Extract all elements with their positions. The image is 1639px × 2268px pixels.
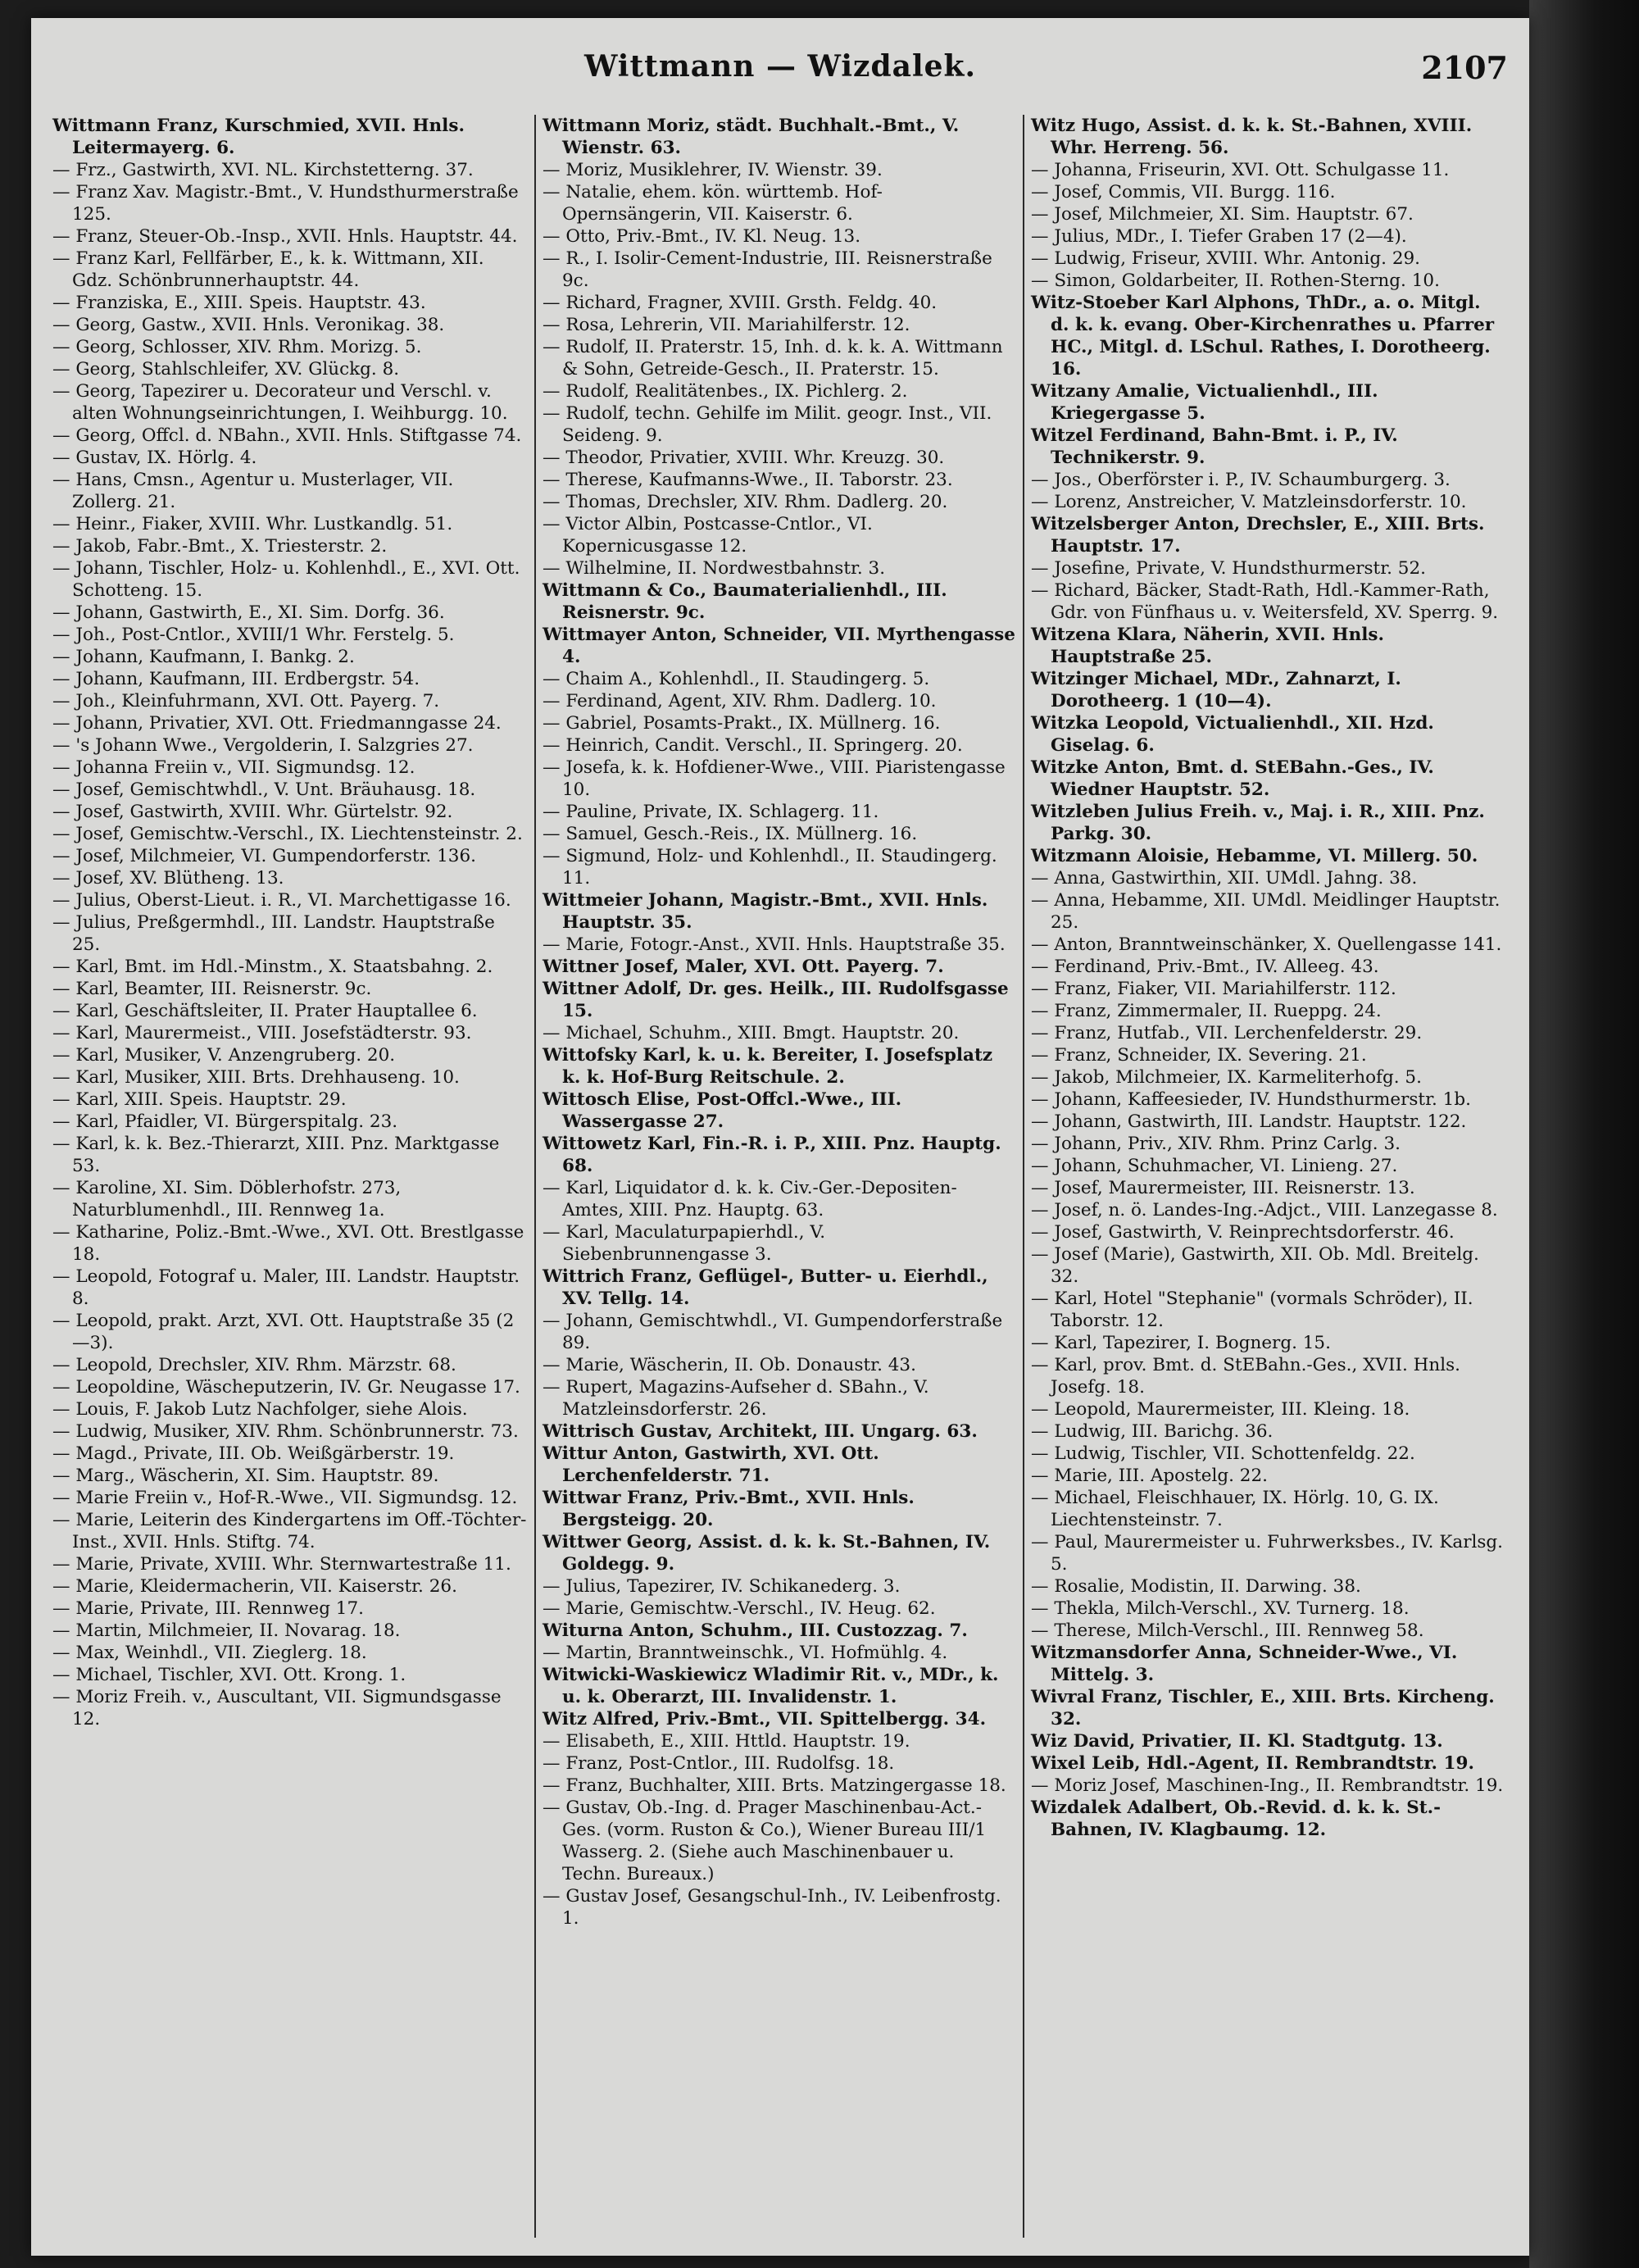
directory-entry: — Franz, Zimmermaler, II. Rueppg. 24.	[1031, 1001, 1382, 1021]
directory-entry: Witzka Leopold, Victualienhdl., XII. Hzd. Giselag. 6.	[1031, 713, 1434, 756]
directory-entry: Wixel Leib, Hdl.-Agent, II. Rembrandtstr. 19.	[1031, 1753, 1474, 1774]
directory-entry: — Julius, Oberst-Lieut. i. R., VI. Marchettigasse 16.	[52, 890, 511, 911]
directory-entry: — Marie, III. Apostelg. 22.	[1031, 1466, 1268, 1486]
directory-entry: — Heinr., Fiaker, XVIII. Whr. Lustkandlg. 51.	[52, 514, 453, 534]
directory-entry: — Lorenz, Anstreicher, V. Matzleinsdorferstr. 10.	[1031, 492, 1467, 512]
directory-entry: — Julius, Tapezirer, IV. Schikanederg. 3.	[543, 1576, 901, 1597]
directory-entry: — Franz Xav. Magistr.-Bmt., V. Hundsthurmerstraße 125.	[52, 182, 519, 225]
directory-entry: Wittowetz Karl, Fin.-R. i. P., XIII. Pnz. Hauptg. 68.	[543, 1134, 1001, 1176]
directory-entry: — Karl, Liquidator d. k. k. Civ.-Ger.-Depositen-Amtes, XIII. Pnz. Hauptg. 63.	[543, 1178, 957, 1220]
directory-entry: — Josefine, Private, V. Hundsthurmerstr. 52.	[1031, 558, 1426, 579]
directory-entry: — Johann, Tischler, Holz- u. Kohlenhdl., E., XVI. Ott. Schotteng. 15.	[52, 558, 520, 601]
directory-entry: Wittrisch Gustav, Architekt, III. Ungarg. 63.	[543, 1421, 978, 1442]
directory-entry: Wittur Anton, Gastwirth, XVI. Ott. Lerchenfelderstr. 71.	[543, 1443, 879, 1486]
directory-entry: — Martin, Milchmeier, II. Novarag. 18.	[52, 1620, 401, 1641]
directory-entry: Witz Alfred, Priv.-Bmt., VII. Spittelbergg. 34.	[543, 1709, 987, 1729]
directory-entry: Witz-Stoeber Karl Alphons, ThDr., a. o. Mitgl. d. k. k. evang. Ober-Kirchenrathes u. Pfarrer HC., Mitgl. d. LSchul. Rathes, I. Dorotheerg. 16.	[1031, 293, 1495, 380]
directory-entry: Wittwar Franz, Priv.-Bmt., XVII. Hnls. Bergsteigg. 20.	[543, 1488, 915, 1530]
page-edge	[1529, 0, 1639, 2268]
directory-entry: — Josef, Gemischtw.-Verschl., IX. Liechtensteinstr. 2.	[52, 824, 523, 844]
directory-entry: — Gustav, IX. Hörlg. 4.	[52, 448, 257, 468]
directory-entry: — Martin, Branntweinschk., VI. Hofmühlg. 4.	[543, 1643, 948, 1663]
directory-entry: — Karl, Bmt. im Hdl.-Minstm., X. Staatsbahng. 2.	[52, 957, 493, 977]
directory-entry: Wittmann Franz, Kurschmied, XVII. Hnls. Leitermayerg. 6.	[52, 116, 465, 158]
directory-entry: — Marie, Private, III. Rennweg 17.	[52, 1598, 364, 1619]
directory-entry: — Johann, Priv., XIV. Rhm. Prinz Carlg. 3.	[1031, 1134, 1401, 1154]
directory-entry: Wizdalek Adalbert, Ob.-Revid. d. k. k. St.-Bahnen, IV. Klagbaumg. 12.	[1031, 1798, 1442, 1840]
directory-entry: — Anna, Hebamme, XII. UMdl. Meidlinger Hauptstr. 25.	[1031, 890, 1501, 933]
directory-entry: Wittofsky Karl, k. u. k. Bereiter, I. Josefsplatz k. k. Hof-Burg Reitschule. 2.	[543, 1045, 993, 1088]
directory-entry: — Johann, Kaufmann, I. Bankg. 2.	[52, 647, 355, 667]
directory-entry: Witzmansdorfer Anna, Schneider-Wwe., VI. Mittelg. 3.	[1031, 1643, 1458, 1685]
directory-entry: — Moriz, Musiklehrer, IV. Wienstr. 39.	[543, 160, 883, 180]
directory-entry: — Michael, Fleischhauer, IX. Hörlg. 10, G. IX. Liechtensteinstr. 7.	[1031, 1488, 1439, 1530]
directory-entry: — Jos., Oberförster i. P., IV. Schaumburgerg. 3.	[1031, 470, 1451, 490]
directory-entry: — Karl, Geschäftsleiter, II. Prater Hauptallee 6.	[52, 1001, 478, 1021]
directory-entry: — Georg, Offcl. d. NBahn., XVII. Hnls. Stiftgasse 74.	[52, 425, 522, 446]
directory-entry: — Joh., Kleinfuhrmann, XVI. Ott. Payerg. 7.	[52, 691, 440, 711]
directory-entry: — Johann, Kaufmann, III. Erdbergstr. 54.	[52, 669, 420, 689]
directory-entry: — Heinrich, Candit. Verschl., II. Springerg. 20.	[543, 735, 963, 756]
directory-entry: Witzelsberger Anton, Drechsler, E., XIII. Brts. Hauptstr. 17.	[1031, 514, 1485, 557]
directory-entry: — Katharine, Poliz.-Bmt.-Wwe., XVI. Ott. Brestlgasse 18.	[52, 1222, 524, 1265]
directory-entry: Witzel Ferdinand, Bahn-Bmt. i. P., IV. Technikerstr. 9.	[1031, 425, 1398, 468]
directory-entry: — Josef, Maurermeister, III. Reisnerstr. 13.	[1031, 1178, 1415, 1198]
directory-entry: — Victor Albin, Postcasse-Cntlor., VI. Kopernicusgasse 12.	[543, 514, 873, 557]
directory-entry: Wittner Adolf, Dr. ges. Heilk., III. Rudolfsgasse 15.	[543, 979, 1009, 1021]
directory-entry: — Karl, XIII. Speis. Hauptstr. 29.	[52, 1089, 347, 1110]
directory-entry: Wittner Josef, Maler, XVI. Ott. Payerg. 7.	[543, 957, 944, 977]
column-right	[1023, 115, 1511, 2238]
directory-entry: — Johann, Gastwirth, III. Landstr. Hauptstr. 122.	[1031, 1111, 1467, 1132]
directory-entry: — Marie, Kleidermacherin, VII. Kaiserstr. 26.	[52, 1576, 457, 1597]
directory-entry: — Louis, F. Jakob Lutz Nachfolger, siehe Alois.	[52, 1399, 468, 1420]
directory-entry: — Max, Weinhdl., VII. Zieglerg. 18.	[52, 1643, 367, 1663]
directory-entry: — Leopold, prakt. Arzt, XVI. Ott. Hauptstraße 35 (2—3).	[52, 1311, 515, 1353]
directory-entry: — Otto, Priv.-Bmt., IV. Kl. Neug. 13.	[543, 226, 861, 247]
directory-entry: — Michael, Schuhm., XIII. Bmgt. Hauptstr. 20.	[543, 1023, 960, 1043]
directory-entry: — Anna, Gastwirthin, XII. UMdl. Jahng. 38.	[1031, 868, 1418, 889]
directory-entry: — Sigmund, Holz- und Kohlenhdl., II. Staudingerg. 11.	[543, 846, 997, 889]
directory-entry: — Karl, Beamter, III. Reisnerstr. 9c.	[52, 979, 372, 999]
directory-entry: — Leopold, Maurermeister, III. Kleing. 18.	[1031, 1399, 1410, 1420]
directory-entry: — Leopoldine, Wäscheputzerin, IV. Gr. Neugasse 17.	[52, 1377, 520, 1398]
directory-entry: — Franz Karl, Fellfärber, E., k. k. Wittmann, XII. Gdz. Schönbrunnerhauptstr. 44.	[52, 248, 484, 291]
column-middle	[534, 115, 1023, 2238]
directory-entry: Wittmann Moriz, städt. Buchhalt.-Bmt., V. Wienstr. 63.	[543, 116, 960, 158]
directory-entry: — Josef, n. ö. Landes-Ing.-Adjct., VIII. Lanzegasse 8.	[1031, 1200, 1498, 1220]
directory-entry: — Ludwig, Musiker, XIV. Rhm. Schönbrunnerstr. 73.	[52, 1421, 519, 1442]
directory-entry: — Josef, Gastwirth, V. Reinprechtsdorferstr. 46.	[1031, 1222, 1455, 1243]
directory-entry: — Theodor, Privatier, XVIII. Whr. Kreuzg. 30.	[543, 448, 945, 468]
directory-entry: — Michael, Tischler, XVI. Ott. Krong. 1.	[52, 1665, 406, 1685]
directory-entry: — Josef (Marie), Gastwirth, XII. Ob. Mdl. Breitelg. 32.	[1031, 1244, 1479, 1287]
page-number: 2107	[1421, 49, 1508, 86]
directory-entry: Witwicki-Waskiewicz Wladimir Rit. v., MDr., k. u. k. Oberarzt, III. Invalidenstr. 1.	[543, 1665, 999, 1707]
directory-entry: Wittmayer Anton, Schneider, VII. Myrthengasse 4.	[543, 625, 1015, 667]
directory-entry: — Jakob, Milchmeier, IX. Karmeliterhofg. 5.	[1031, 1067, 1422, 1088]
directory-entry: — Rudolf, II. Praterstr. 15, Inh. d. k. k. A. Wittmann & Sohn, Getreide-Gesch., II. Praterstr. 15.	[543, 337, 1003, 380]
directory-entry: — Josef, Gastwirth, XVIII. Whr. Gürtelstr. 92.	[52, 802, 453, 822]
directory-entry: — Karl, Musiker, V. Anzengruberg. 20.	[52, 1045, 396, 1066]
directory-entry: Wittrich Franz, Geflügel-, Butter- u. Eierhdl., XV. Tellg. 14.	[543, 1266, 988, 1309]
directory-entry: — Richard, Fragner, XVIII. Grsth. Feldg. 40.	[543, 293, 938, 313]
directory-entry: — Thomas, Drechsler, XIV. Rhm. Dadlerg. 20.	[543, 492, 948, 512]
directory-entry: — Therese, Kaufmanns-Wwe., II. Taborstr. 23.	[543, 470, 953, 490]
directory-entry: — Leopold, Fotograf u. Maler, III. Landstr. Hauptstr. 8.	[52, 1266, 520, 1309]
directory-entry: — Karl, Maculaturpapierhdl., V. Siebenbrunnengasse 3.	[543, 1222, 826, 1265]
directory-entry: Witzinger Michael, MDr., Zahnarzt, I. Dorotheerg. 1 (10—4).	[1031, 669, 1401, 711]
running-head: Wittmann — Wizdalek.	[583, 49, 977, 84]
directory-entry: Witzleben Julius Freih. v., Maj. i. R., XIII. Pnz. Parkg. 30.	[1031, 802, 1485, 844]
directory-entry: — Georg, Gastw., XVII. Hnls. Veronikag. 38.	[52, 315, 445, 335]
directory-entry: — Johanna Freiin v., VII. Sigmundsg. 12.	[52, 757, 415, 778]
entry-columns	[46, 115, 1513, 2238]
directory-entry: — Josef, Milchmeier, XI. Sim. Hauptstr. 67.	[1031, 204, 1414, 225]
directory-entry: — Rupert, Magazins-Aufseher d. SBahn., V. Matzleinsdorferstr. 26.	[543, 1377, 929, 1420]
directory-entry: Witzke Anton, Bmt. d. StEBahn.-Ges., IV. Wiedner Hauptstr. 52.	[1031, 757, 1434, 800]
directory-entry: — Johann, Privatier, XVI. Ott. Friedmanngasse 24.	[52, 713, 502, 734]
directory-entry: — Johann, Gemischtwhdl., VI. Gumpendorferstraße 89.	[543, 1311, 1003, 1353]
directory-entry: — Johann, Schuhmacher, VI. Linieng. 27.	[1031, 1156, 1398, 1176]
directory-entry: — Johann, Kaffeesieder, IV. Hundsthurmerstr. 1b.	[1031, 1089, 1471, 1110]
directory-entry: — Gustav Josef, Gesangschul-Inh., IV. Leibenfrostg. 1.	[543, 1886, 1001, 1929]
directory-entry: — Rosalie, Modistin, II. Darwing. 38.	[1031, 1576, 1361, 1597]
directory-entry: Wittwer Georg, Assist. d. k. k. St.-Bahnen, IV. Goldegg. 9.	[543, 1532, 991, 1575]
directory-entry: — Natalie, ehem. kön. württemb. Hof-Opernsängerin, VII. Kaiserstr. 6.	[543, 182, 883, 225]
directory-entry: — Karl, Tapezirer, I. Bognerg. 15.	[1031, 1333, 1331, 1353]
directory-entry: — Franz, Steuer-Ob.-Insp., XVII. Hnls. Hauptstr. 44.	[52, 226, 518, 247]
directory-entry: — Marie, Gemischtw.-Verschl., IV. Heug. 62.	[543, 1598, 936, 1619]
directory-entry: — Magd., Private, III. Ob. Weißgärberstr. 19.	[52, 1443, 455, 1464]
directory-entry: — Anton, Branntweinschänker, X. Quellengasse 141.	[1031, 934, 1502, 955]
directory-entry: — Hans, Cmsn., Agentur u. Musterlager, VII. Zollerg. 21.	[52, 470, 454, 512]
directory-entry: — Rudolf, techn. Gehilfe im Milit. geogr. Inst., VII. Seideng. 9.	[543, 403, 992, 446]
directory-entry: Wittosch Elise, Post-Offcl.-Wwe., III. Wassergasse 27.	[543, 1089, 902, 1132]
directory-entry: — Richard, Bäcker, Stadt-Rath, Hdl.-Kammer-Rath, Gdr. von Fünfhaus u. v. Weitersfeld, XV. Sperrg. 9.	[1031, 580, 1499, 623]
directory-entry: — Marg., Wäscherin, XI. Sim. Hauptstr. 89.	[52, 1466, 439, 1486]
directory-entry: — Elisabeth, E., XIII. Httld. Hauptstr. 19.	[543, 1731, 910, 1752]
directory-entry: — Josef, Gemischtwhdl., V. Unt. Bräuhausg. 18.	[52, 779, 476, 800]
column-left	[46, 115, 534, 2238]
directory-entry: — Marie, Private, XVIII. Whr. Sternwartestraße 11.	[52, 1554, 511, 1575]
directory-entry: — Johann, Gastwirth, E., XI. Sim. Dorfg. 36.	[52, 602, 445, 623]
directory-entry: Witzany Amalie, Victualienhdl., III. Kriegergasse 5.	[1031, 381, 1378, 424]
directory-entry: — Georg, Stahlschleifer, XV. Glückg. 8.	[52, 359, 400, 380]
directory-entry: — Gustav, Ob.-Ing. d. Prager Maschinenbau-Act.-Ges. (vorm. Ruston & Co.), Wiener Bureau III/1 Wasserg. 2. (Siehe auch Maschinenbauer u. Techn. Bureaux.)	[543, 1798, 987, 1884]
directory-entry: — Marie Freiin v., Hof-R.-Wwe., VII. Sigmundsg. 12.	[52, 1488, 518, 1508]
directory-entry: — Rosa, Lehrerin, VII. Mariahilferstr. 12.	[543, 315, 910, 335]
directory-entry: — Jakob, Fabr.-Bmt., X. Triesterstr. 2.	[52, 536, 388, 557]
directory-entry: — Johanna, Friseurin, XVI. Ott. Schulgasse 11.	[1031, 160, 1450, 180]
directory-entry: — Karl, k. k. Bez.-Thierarzt, XIII. Pnz. Marktgasse 53.	[52, 1134, 500, 1176]
directory-entry: — Leopold, Drechsler, XIV. Rhm. Märzstr. 68.	[52, 1355, 456, 1375]
directory-entry: — Chaim A., Kohlenhdl., II. Staudingerg. 5.	[543, 669, 930, 689]
directory-entry: — Franz, Fiaker, VII. Mariahilferstr. 112.	[1031, 979, 1396, 999]
directory-entry: — Franz, Post-Cntlor., III. Rudolfsg. 18.	[543, 1753, 895, 1774]
directory-entry: — Franz, Hutfab., VII. Lerchenfelderstr. 29.	[1031, 1023, 1423, 1043]
directory-entry: Wivral Franz, Tischler, E., XIII. Brts. Kircheng. 32.	[1031, 1687, 1495, 1729]
directory-entry: — R., I. Isolir-Cement-Industrie, III. Reisnerstraße 9c.	[543, 248, 992, 291]
directory-entry: — Karl, prov. Bmt. d. StEBahn.-Ges., XVII. Hnls. Josefg. 18.	[1031, 1355, 1460, 1398]
directory-entry: — Karl, Musiker, XIII. Brts. Drehhauseng. 10.	[52, 1067, 460, 1088]
directory-entry: — Pauline, Private, IX. Schlagerg. 11.	[543, 802, 879, 822]
directory-entry: Wittmeier Johann, Magistr.-Bmt., XVII. Hnls. Hauptstr. 35.	[543, 890, 988, 933]
directory-entry: — Ferdinand, Agent, XIV. Rhm. Dadlerg. 10.	[543, 691, 937, 711]
directory-entry: — Josef, Commis, VII. Burgg. 116.	[1031, 182, 1336, 202]
directory-entry: — Joh., Post-Cntlor., XVIII/1 Whr. Ferstelg. 5.	[52, 625, 455, 645]
directory-entry: — Karoline, XI. Sim. Döblerhofstr. 273, Naturblumenhdl., III. Rennweg 1a.	[52, 1178, 402, 1220]
directory-entry: Wittmann & Co., Baumaterialienhdl., III. Reisnerstr. 9c.	[543, 580, 947, 623]
directory-page	[31, 18, 1529, 2256]
directory-entry: — Franz, Buchhalter, XIII. Brts. Matzingergasse 18.	[543, 1775, 1006, 1796]
directory-entry: — Frz., Gastwirth, XVI. NL. Kirchstetterng. 37.	[52, 160, 474, 180]
directory-entry: — Julius, MDr., I. Tiefer Graben 17 (2—4).	[1031, 226, 1407, 247]
directory-entry: — Therese, Milch-Verschl., III. Rennweg 58.	[1031, 1620, 1424, 1641]
directory-entry: — Marie, Wäscherin, II. Ob. Donaustr. 43.	[543, 1355, 916, 1375]
directory-entry: — Gabriel, Posamts-Prakt., IX. Müllnerg. 16.	[543, 713, 941, 734]
directory-entry: — Rudolf, Realitätenbes., IX. Pichlerg. 2.	[543, 381, 908, 402]
directory-entry: — Simon, Goldarbeiter, II. Rothen-Sterng. 10.	[1031, 270, 1440, 291]
directory-entry: — Josefa, k. k. Hofdiener-Wwe., VIII. Piaristengasse 10.	[543, 757, 1006, 800]
directory-entry: — Paul, Maurermeister u. Fuhrwerksbes., IV. Karlsg. 5.	[1031, 1532, 1503, 1575]
directory-entry: — Ferdinand, Priv.-Bmt., IV. Alleeg. 43.	[1031, 957, 1379, 977]
directory-entry: — Karl, Pfaidler, VI. Bürgerspitalg. 23.	[52, 1111, 398, 1132]
directory-entry: — Ludwig, III. Barichg. 36.	[1031, 1421, 1274, 1442]
directory-entry: — Samuel, Gesch.-Reis., IX. Müllnerg. 16.	[543, 824, 918, 844]
page-header	[48, 34, 1513, 98]
directory-entry: — Georg, Tapezirer u. Decorateur und Verschl. v. alten Wohnungseinrichtungen, I. Weihburgg. 10.	[52, 381, 508, 424]
directory-entry: Wiz David, Privatier, II. Kl. Stadtgutg. 13.	[1031, 1731, 1443, 1752]
directory-entry: — 's Johann Wwe., Vergolderin, I. Salzgries 27.	[52, 735, 474, 756]
directory-entry: — Ludwig, Tischler, VII. Schottenfeldg. 22.	[1031, 1443, 1415, 1464]
directory-entry: — Karl, Maurermeist., VIII. Josefstädterstr. 93.	[52, 1023, 472, 1043]
directory-entry: Witzmann Aloisie, Hebamme, VI. Millerg. 50.	[1031, 846, 1478, 866]
directory-entry: — Julius, Preßgermhdl., III. Landstr. Hauptstraße 25.	[52, 912, 495, 955]
directory-entry: — Josef, XV. Blütheng. 13.	[52, 868, 284, 889]
directory-entry: Witurna Anton, Schuhm., III. Custozzag. 7.	[543, 1620, 968, 1641]
directory-entry: — Marie, Fotogr.-Anst., XVII. Hnls. Hauptstraße 35.	[543, 934, 1006, 955]
directory-entry: — Marie, Leiterin des Kindergartens im Off.-Töchter-Inst., XVII. Hnls. Stiftg. 74.	[52, 1510, 527, 1552]
directory-entry: — Georg, Schlosser, XIV. Rhm. Morizg. 5.	[52, 337, 422, 357]
directory-entry: — Moriz Freih. v., Auscultant, VII. Sigmundsgasse 12.	[52, 1687, 502, 1729]
directory-entry: — Wilhelmine, II. Nordwestbahnstr. 3.	[543, 558, 886, 579]
directory-entry: — Karl, Hotel "Stephanie" (vormals Schröder), II. Taborstr. 12.	[1031, 1289, 1473, 1331]
directory-entry: Witzena Klara, Näherin, XVII. Hnls. Hauptstraße 25.	[1031, 625, 1384, 667]
directory-entry: Witz Hugo, Assist. d. k. k. St.-Bahnen, XVIII. Whr. Herreng. 56.	[1031, 116, 1473, 158]
directory-entry: — Franz, Schneider, IX. Severing. 21.	[1031, 1045, 1367, 1066]
directory-entry: — Thekla, Milch-Verschl., XV. Turnerg. 18.	[1031, 1598, 1410, 1619]
directory-entry: — Ludwig, Friseur, XVIII. Whr. Antonig. 29.	[1031, 248, 1421, 269]
directory-entry: — Moriz Josef, Maschinen-Ing., II. Rembrandtstr. 19.	[1031, 1775, 1504, 1796]
directory-entry: — Franziska, E., XIII. Speis. Hauptstr. 43.	[52, 293, 426, 313]
directory-entry: — Josef, Milchmeier, VI. Gumpendorferstr. 136.	[52, 846, 476, 866]
